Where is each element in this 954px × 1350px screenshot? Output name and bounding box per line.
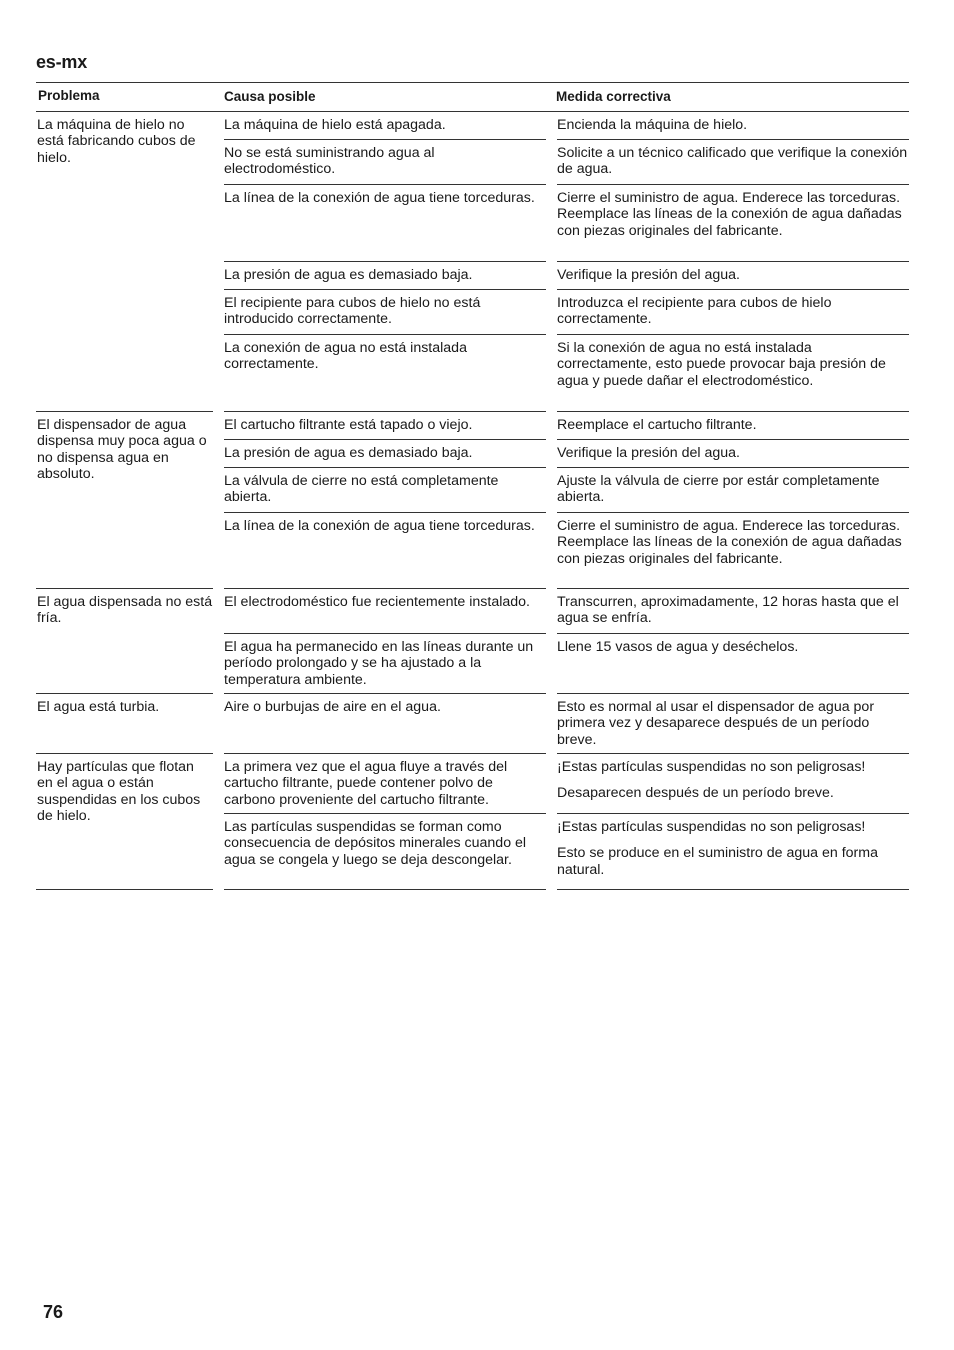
remedy-cell	[557, 412, 909, 440]
cause-cell: El electrodoméstico fue recientemente instalado.	[224, 589, 546, 634]
table-row	[224, 814, 909, 890]
remedy-cell	[557, 335, 909, 412]
table-row	[224, 335, 909, 412]
table-row	[224, 440, 909, 468]
remedy-cell	[557, 185, 909, 262]
table-row	[224, 140, 909, 185]
remedy-cell	[557, 468, 909, 513]
cause-remedy-list	[224, 112, 909, 412]
remedy-text: Desaparecen después de un período breve.	[557, 785, 834, 802]
remedy-cell	[557, 112, 909, 140]
table-row	[224, 589, 909, 634]
problem-group	[36, 754, 909, 890]
table-row	[224, 468, 909, 513]
column-header-problem: Problema	[38, 88, 100, 103]
remedy-text: Transcurren, aproximadamente, 12 horas hasta que el agua se enfría.	[557, 594, 899, 627]
problem-group	[36, 112, 909, 412]
cause-cell: La presión de agua es demasiado baja.	[224, 440, 546, 468]
language-code: es-mx	[36, 52, 88, 72]
problem-cell: El agua está turbia.	[36, 694, 213, 754]
table-row	[224, 754, 909, 814]
cause-cell: El recipiente para cubos de hielo no está introducido correctamente.	[224, 290, 546, 335]
remedy-cell	[557, 262, 909, 290]
remedy-text: Si la conexión de agua no está instalada correctamente, esto puede provocar baja presión de agua y puede dañar el electrodoméstico.	[557, 340, 886, 389]
table-row	[224, 694, 909, 754]
remedy-text: Solicite a un técnico calificado que verifique la conexión de agua.	[557, 145, 908, 178]
problem-cell: Hay partículas que flotan en el agua o están suspendidas en los cubos de hielo.	[36, 754, 213, 890]
remedy-text: Esto es normal al usar el dispensador de agua por primera vez y desaparece después de un período breve.	[557, 699, 875, 748]
remedy-cell	[557, 589, 909, 634]
problem-cell: La máquina de hielo no está fabricando cubos de hielo.	[36, 112, 213, 412]
remedy-text: ¡Estas partículas suspendidas no son peligrosas!	[557, 759, 866, 775]
cause-cell: La línea de la conexión de agua tiene torceduras.	[224, 185, 546, 262]
problem-group	[36, 694, 909, 754]
remedy-cell	[557, 513, 909, 589]
cause-cell: Las partículas suspendidas se forman como consecuencia de depósitos minerales cuando el agua se congela y luego se deja descongelar.	[224, 814, 546, 890]
table-header-row	[36, 83, 909, 112]
column-header-remedy: Medida correctiva	[556, 89, 671, 104]
table-row	[224, 290, 909, 335]
remedy-cell	[557, 754, 909, 814]
remedy-text: Ajuste la válvula de cierre por estár completamente abierta.	[557, 473, 880, 506]
remedy-text: Encienda la máquina de hielo.	[557, 117, 748, 133]
cause-cell: La primera vez que el agua fluye a través del cartucho filtrante, puede contener polvo de carbono proveniente del cartucho filtrante.	[224, 754, 546, 814]
remedy-text: Introduzca el recipiente para cubos de hielo correctamente.	[557, 295, 832, 328]
remedy-cell	[557, 814, 909, 890]
page-number: 76	[43, 1302, 64, 1322]
cause-remedy-list	[224, 412, 909, 589]
cause-cell: La máquina de hielo está apagada.	[224, 112, 546, 140]
remedy-text: Verifique la presión del agua.	[557, 267, 740, 283]
cause-cell: La conexión de agua no está instalada correctamente.	[224, 335, 546, 412]
remedy-text: Verifique la presión del agua.	[557, 445, 740, 461]
remedy-text: Llene 15 vasos de agua y deséchelos.	[557, 639, 799, 655]
cause-cell: Aire o burbujas de aire en el agua.	[224, 694, 546, 754]
cause-cell: La presión de agua es demasiado baja.	[224, 262, 546, 290]
cause-remedy-list	[224, 589, 909, 694]
remedy-cell	[557, 440, 909, 468]
table-body	[36, 112, 909, 890]
table-row	[224, 262, 909, 290]
table-row	[224, 412, 909, 440]
remedy-cell	[557, 290, 909, 335]
remedy-cell	[557, 694, 909, 754]
table-row	[224, 634, 909, 694]
cause-cell: No se está suministrando agua al electrodoméstico.	[224, 140, 546, 185]
remedy-text: Cierre el suministro de agua. Enderece las torceduras. Reemplace las líneas de la conexión de agua dañadas con piezas originales del fabricante.	[557, 518, 902, 567]
cause-cell: El agua ha permanecido en las líneas durante un período prolongado y se ha ajustado a la temperatura ambiente.	[224, 634, 546, 694]
remedy-cell	[557, 634, 909, 694]
troubleshooting-table	[36, 82, 909, 890]
remedy-cell	[557, 140, 909, 185]
remedy-text: Esto se produce en el suministro de agua en forma natural.	[557, 845, 878, 878]
table-row	[224, 513, 909, 589]
problem-group	[36, 589, 909, 694]
problem-cell: El dispensador de agua dispensa muy poca agua o no dispensa agua en absoluto.	[36, 412, 213, 589]
cause-cell: La línea de la conexión de agua tiene torceduras.	[224, 513, 546, 589]
cause-cell: La válvula de cierre no está completamente abierta.	[224, 468, 546, 513]
cause-remedy-list	[224, 694, 909, 754]
remedy-text: Cierre el suministro de agua. Enderece las torceduras. Reemplace las líneas de la conexión de agua dañadas con piezas originales del fabricante.	[557, 190, 902, 239]
cause-cell: El cartucho filtrante está tapado o viejo.	[224, 412, 546, 440]
remedy-text: Reemplace el cartucho filtrante.	[557, 417, 757, 433]
table-row	[224, 112, 909, 140]
table-row	[224, 185, 909, 262]
cause-remedy-list	[224, 754, 909, 890]
column-header-cause: Causa posible	[224, 89, 316, 104]
remedy-text: ¡Estas partículas suspendidas no son peligrosas!	[557, 819, 866, 835]
problem-cell: El agua dispensada no está fría.	[36, 589, 213, 694]
problem-group	[36, 412, 909, 589]
